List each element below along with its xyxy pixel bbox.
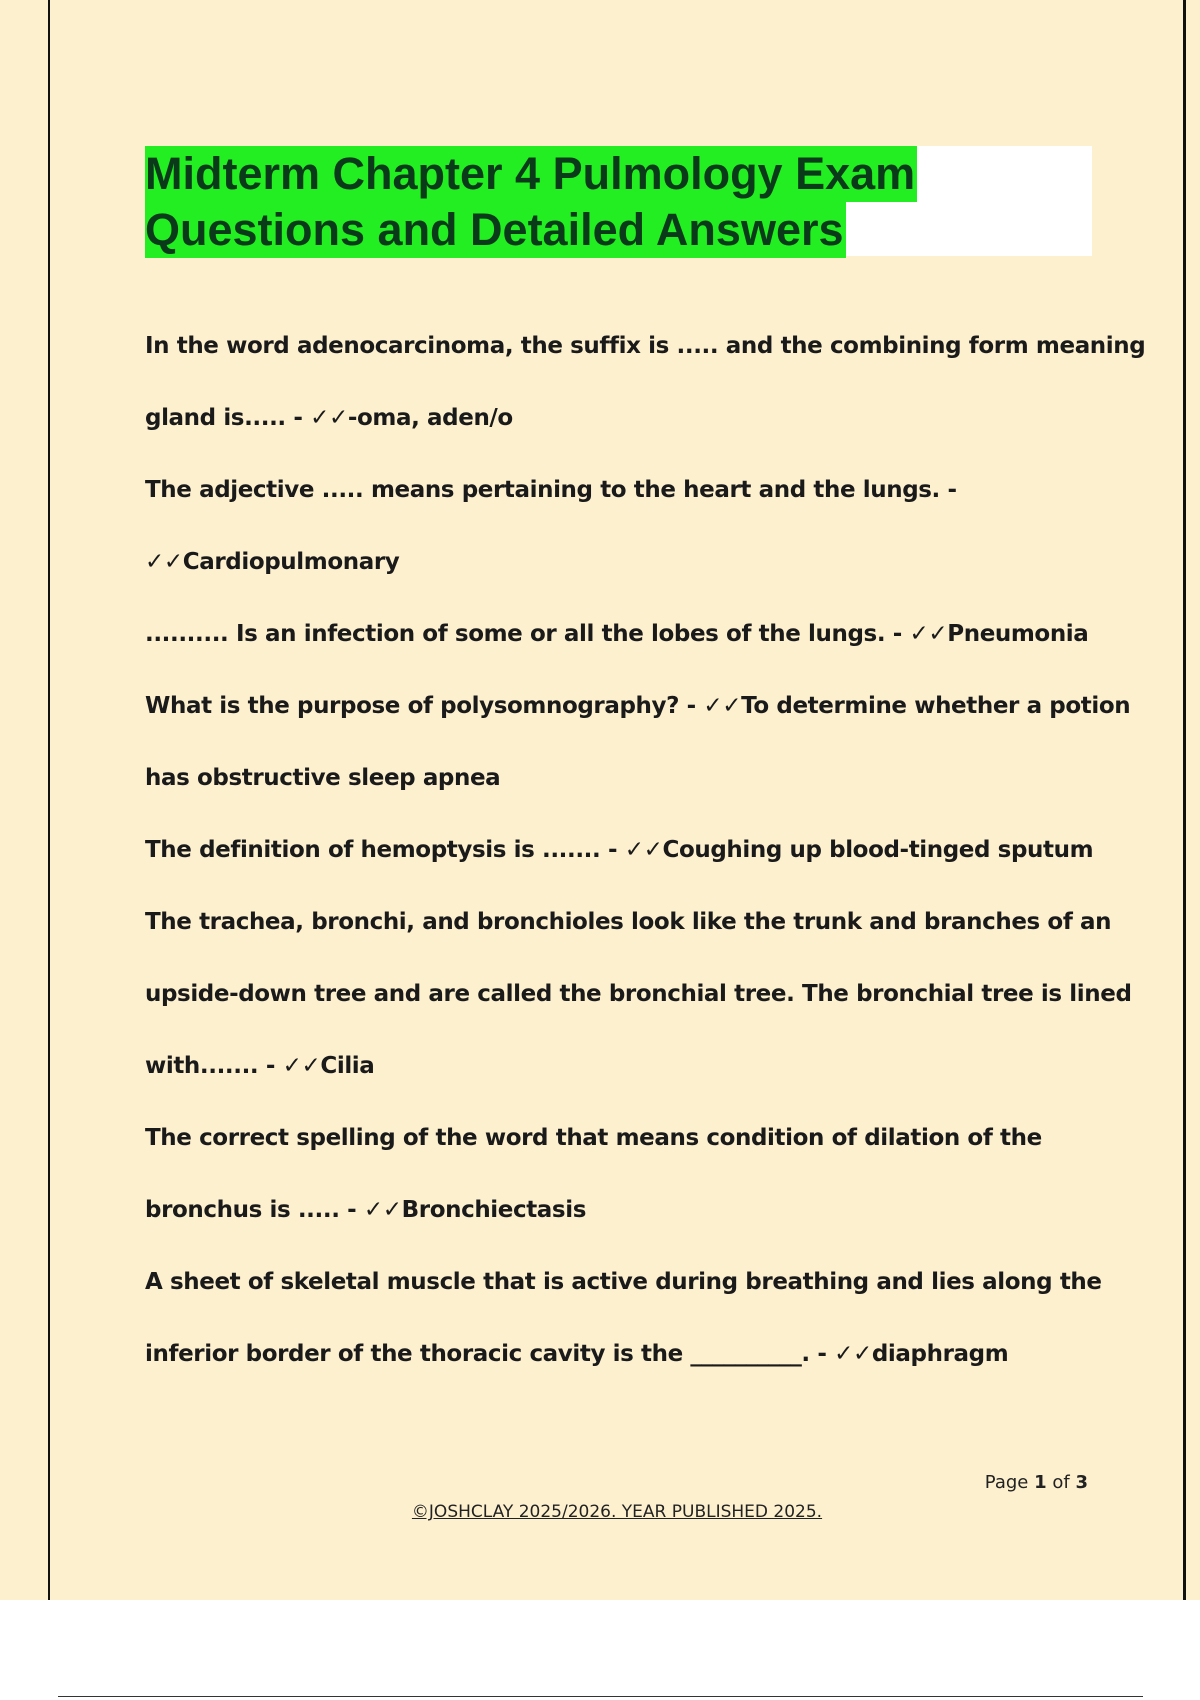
text-line: .......... Is an infection of some or all the lobes of the lungs. - ✓✓Pneumonia [145, 621, 1089, 647]
document-title [145, 146, 1092, 258]
page-border-left [48, 0, 50, 1600]
text-line: The adjective ..... means pertaining to the heart and the lungs. - [145, 477, 957, 503]
text-line: The correct spelling of the word that means condition of dilation of the [145, 1125, 1042, 1151]
bottom-divider [58, 1696, 1143, 1697]
page-number [985, 1472, 1088, 1493]
text-line: upside-down tree and are called the bronchial tree. The bronchial tree is lined [145, 981, 1132, 1007]
text-line: inferior border of the thoracic cavity is the __________. - ✓✓diaphragm [145, 1341, 1009, 1367]
page-current: 1 [1034, 1472, 1047, 1493]
title-line-2: Questions and Detailed Answers [145, 202, 846, 258]
page-of: of [1052, 1472, 1070, 1493]
text-line: The definition of hemoptysis is ....... - ✓✓Coughing up blood-tinged sputum [145, 837, 1094, 863]
text-line: A sheet of skeletal muscle that is active during breathing and lies along the [145, 1269, 1102, 1295]
text-line: bronchus is ..... - ✓✓Bronchiectasis [145, 1197, 586, 1223]
text-line: has obstructive sleep apnea [145, 765, 501, 791]
text-line: with....... - ✓✓Cilia [145, 1053, 375, 1079]
page-label: Page [984, 1472, 1029, 1493]
title-line-1: Midterm Chapter 4 Pulmology Exam [145, 146, 917, 202]
text-line: What is the purpose of polysomnography? - ✓✓To determine whether a potion [145, 693, 1131, 719]
page-border-right [1183, 0, 1186, 1600]
qa-body [145, 310, 1146, 1390]
footer-copyright: ©JOSHCLAY 2025/2026. YEAR PUBLISHED 2025. [411, 1502, 823, 1522]
text-line: gland is..... - ✓✓-oma, aden/o [145, 405, 513, 431]
text-line: In the word adenocarcinoma, the suffix is ..... and the combining form meaning [145, 333, 1146, 359]
text-line: The trachea, bronchi, and bronchioles look like the trunk and branches of an [145, 909, 1112, 935]
page-total: 3 [1075, 1472, 1088, 1493]
text-line: ✓✓Cardiopulmonary [145, 549, 400, 575]
